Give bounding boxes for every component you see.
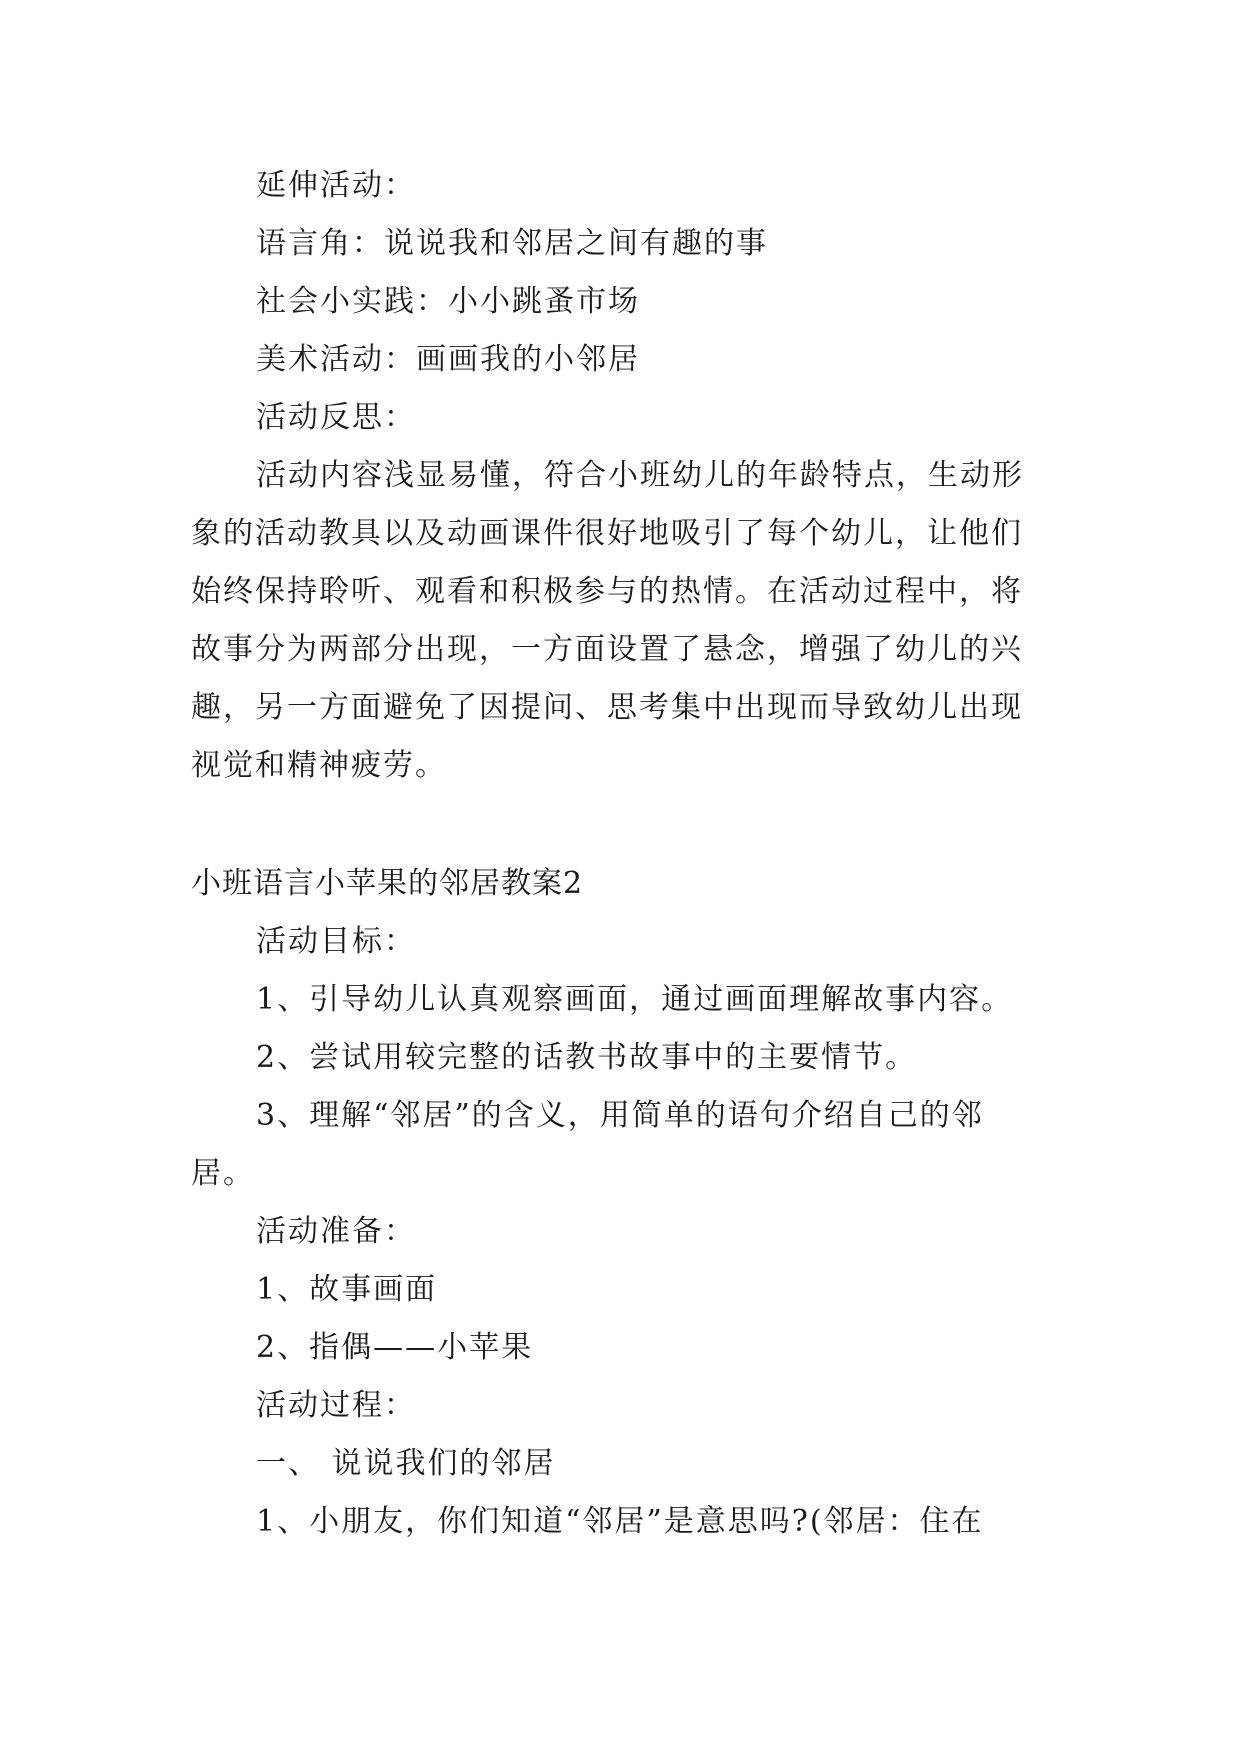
list-item: 2、尝试用较完整的话教书故事中的主要情节。 <box>256 1040 918 1075</box>
list-item: 1、小朋友，你们知道“邻居”是意思吗?(邻居：住在 <box>256 1504 984 1539</box>
list-item: 2、指偶——小苹果 <box>256 1330 534 1365</box>
paragraph-line: 象的活动教具以及动画课件很好地吸引了每个幼儿，让他们 <box>191 516 1023 551</box>
paragraph-line: 居。 <box>191 1156 255 1191</box>
paragraph-line: 故事分为两部分出现，一方面设置了悬念，增强了幼儿的兴 <box>191 632 1023 667</box>
section-label-reflection: 活动反思： <box>256 400 416 435</box>
paragraph-line: 趣，另一方面避免了因提问、思考集中出现而导致幼儿出现 <box>191 690 1023 725</box>
list-item: 1、引导幼儿认真观察画面，通过画面理解故事内容。 <box>256 982 1014 1017</box>
paragraph-line: 美术活动：画画我的小邻居 <box>256 342 640 377</box>
section-heading: 小班语言小苹果的邻居教案2 <box>191 866 584 901</box>
section-label-preparation: 活动准备： <box>256 1214 416 1249</box>
paragraph-line: 语言角：说说我和邻居之间有趣的事 <box>256 226 768 261</box>
section-label-goals: 活动目标： <box>256 924 416 959</box>
paragraph-line: 始终保持聆听、观看和积极参与的热情。在活动过程中，将 <box>191 574 1023 609</box>
list-item: 3、理解“邻居”的含义，用简单的语句介绍自己的邻 <box>256 1098 984 1133</box>
paragraph-line: 视觉和精神疲劳。 <box>191 748 447 783</box>
section-label-process: 活动过程： <box>256 1388 416 1423</box>
paragraph-line: 社会小实践：小小跳蚤市场 <box>256 284 640 319</box>
list-item: 一、 说说我们的邻居 <box>256 1446 556 1481</box>
section-label-extension: 延伸活动： <box>256 168 416 203</box>
paragraph-line: 活动内容浅显易懂，符合小班幼儿的年龄特点，生动形 <box>256 458 1024 493</box>
list-item: 1、故事画面 <box>256 1272 438 1307</box>
